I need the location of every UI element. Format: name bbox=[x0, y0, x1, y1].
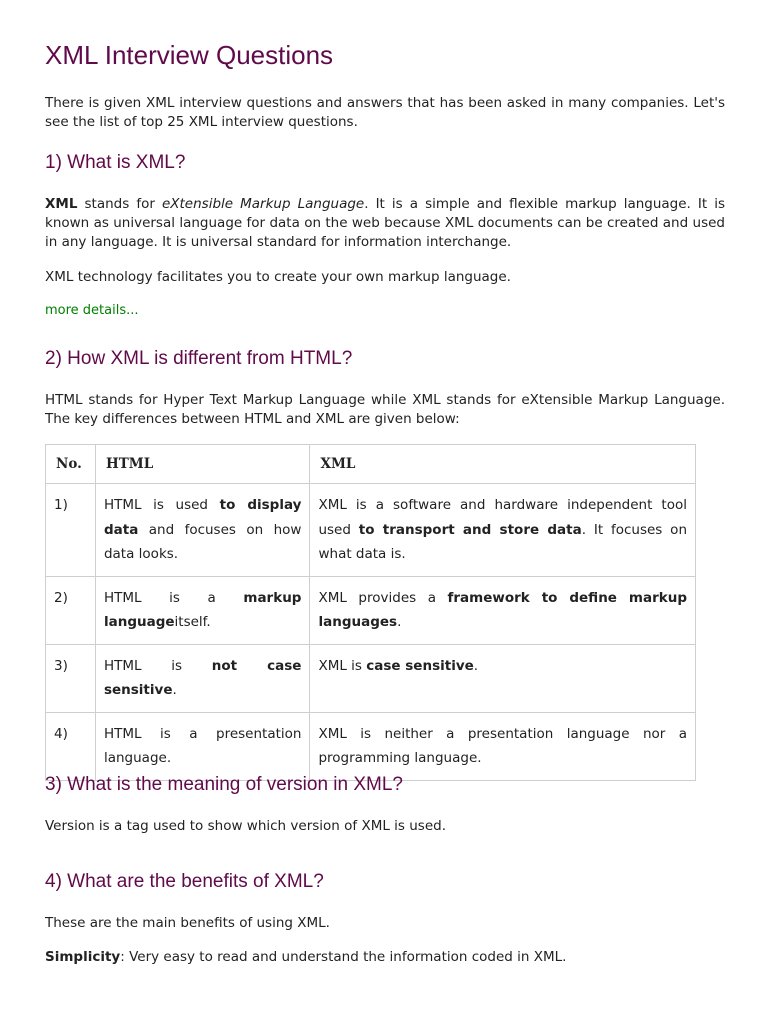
column-header-html: HTML bbox=[95, 445, 310, 484]
xml-term: XML bbox=[45, 196, 78, 212]
question-4-paragraph: These are the main benefits of using XML. bbox=[45, 915, 330, 931]
question-3-heading: 3) What is the meaning of version in XML? bbox=[45, 774, 404, 795]
question-3-paragraph: Version is a tag used to show which version of XML is used. bbox=[45, 818, 446, 834]
page-title: XML Interview Questions bbox=[45, 40, 334, 70]
question-1-paragraph-2: XML technology facilitates you to create your own markup language. bbox=[45, 269, 511, 285]
question-2-paragraph: HTML stands for Hyper Text Markup Language while XML stands for eXtensible Markup Language. The key differences between HTML and XML are given below: bbox=[45, 392, 725, 427]
table-row bbox=[46, 644, 696, 712]
table-row bbox=[46, 712, 696, 780]
html-xml-comparison-table bbox=[45, 444, 696, 781]
xml-expansion: eXtensible Markup Language bbox=[161, 196, 365, 212]
table-cell-xml: XML is a software and hardware independent tool used to transport and store data. It focuses on what data is. bbox=[310, 484, 696, 577]
table-cell-no: 2) bbox=[46, 576, 96, 644]
table-cell-no: 1) bbox=[46, 484, 96, 577]
table-cell-html: HTML is not case sensitive. bbox=[95, 644, 310, 712]
question-1-heading: 1) What is XML? bbox=[45, 152, 186, 173]
table-cell-html: HTML is a markup languageitself. bbox=[95, 576, 310, 644]
question-2-heading: 2) How XML is different from HTML? bbox=[45, 348, 353, 369]
question-4-heading: 4) What are the benefits of XML? bbox=[45, 871, 324, 892]
table-row bbox=[46, 576, 696, 644]
table-row bbox=[46, 484, 696, 577]
column-header-no: No. bbox=[46, 445, 96, 484]
table-header-row bbox=[46, 445, 696, 484]
table-cell-xml: XML provides a framework to define markup languages. bbox=[310, 576, 696, 644]
table-cell-xml: XML is case sensitive. bbox=[310, 644, 696, 712]
question-1-paragraph: XML stands for eXtensible Markup Language. It is a simple and flexible markup language. It is known as universal language for data on the web because XML documents can be created and used in any language. It is universal standard for information interchange. bbox=[45, 196, 726, 250]
table-cell-xml: XML is neither a presentation language nor a programming language. bbox=[310, 712, 696, 780]
intro-paragraph: There is given XML interview questions and answers that has been asked in many companies. Let's see the list of top 25 XML interview questions. bbox=[45, 95, 725, 130]
simplicity-paragraph: Simplicity: Very easy to read and understand the information coded in XML. bbox=[45, 949, 567, 965]
more-details-link[interactable]: more details... bbox=[45, 303, 139, 318]
column-header-xml: XML bbox=[310, 445, 696, 484]
table-cell-html: HTML is a presentation language. bbox=[95, 712, 310, 780]
table-cell-no: 4) bbox=[46, 712, 96, 780]
simplicity-term: Simplicity bbox=[45, 949, 121, 965]
table-cell-html: HTML is used to display data and focuses on how data looks. bbox=[95, 484, 310, 577]
table-cell-no: 3) bbox=[46, 644, 96, 712]
